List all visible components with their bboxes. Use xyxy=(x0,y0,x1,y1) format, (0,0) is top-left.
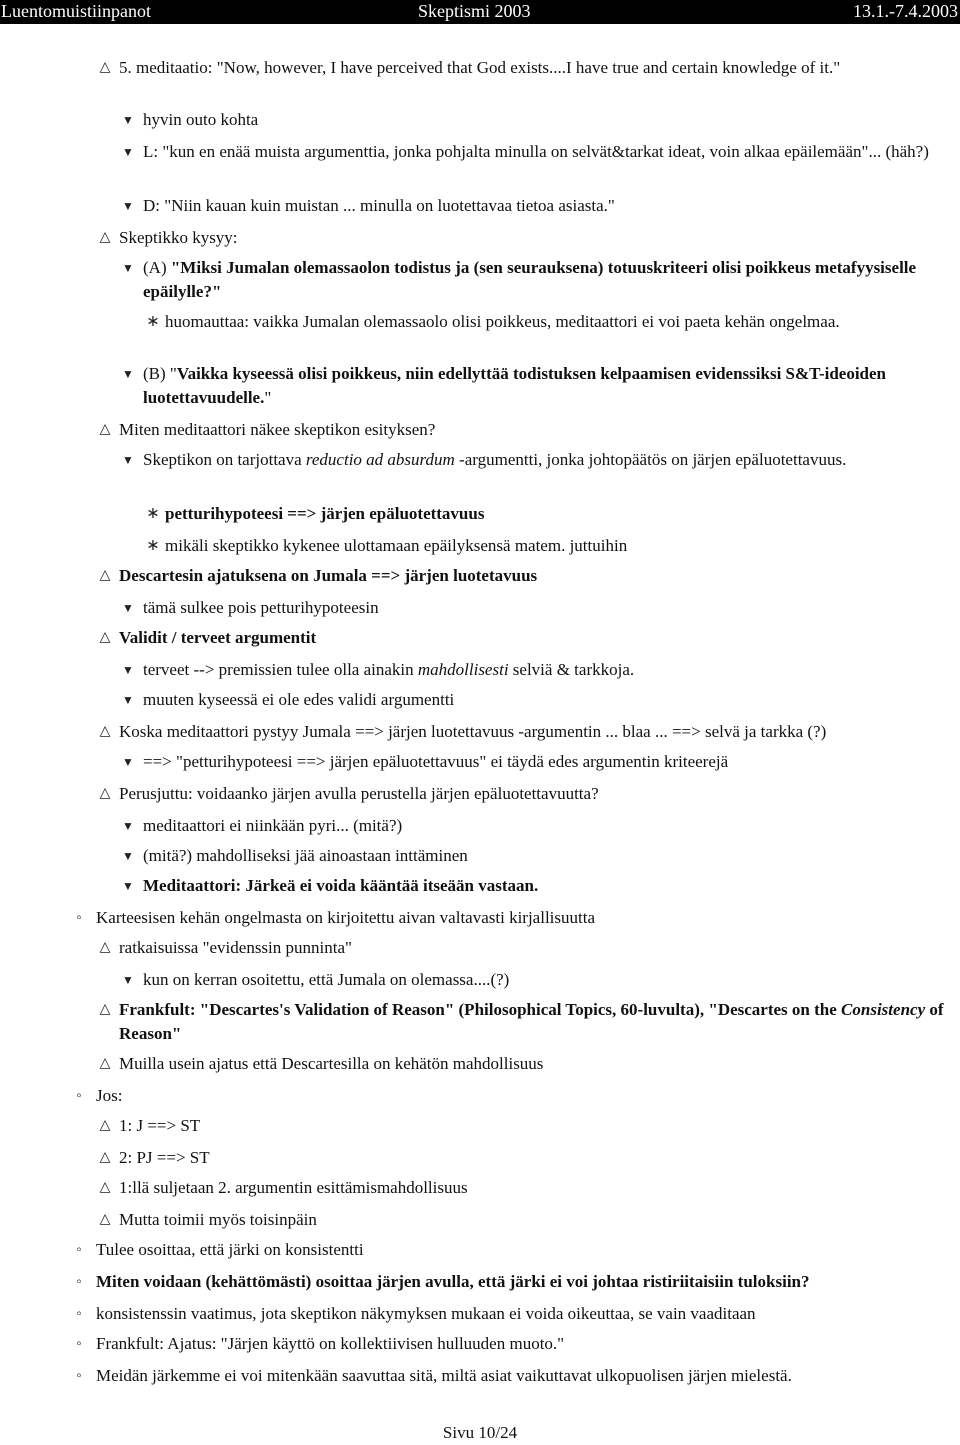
circle-bullet-icon: ◦ xyxy=(76,1368,82,1384)
header-topic: Skeptismi 2003 xyxy=(418,1,531,21)
outline-item-level-3 xyxy=(143,256,958,304)
open-triangle-bullet-icon: △ xyxy=(99,1212,111,1227)
outline-item-level-3 xyxy=(143,448,958,472)
outline-text-run: Muilla usein ajatus että Descartesilla on kehätön mahdollisuus xyxy=(119,1054,544,1073)
outline-item-level-1 xyxy=(96,1364,958,1388)
open-triangle-bullet-icon: △ xyxy=(99,568,111,583)
open-triangle-bullet-icon: △ xyxy=(99,1180,111,1195)
outline-item-level-3 xyxy=(143,140,958,164)
open-triangle-bullet-icon: △ xyxy=(99,230,111,245)
outline-item-level-2 xyxy=(119,998,958,1046)
outline-item-level-4 xyxy=(165,502,958,526)
outline-item-level-2 xyxy=(119,1052,958,1076)
header-course-title: Luentomuistiinpanot xyxy=(1,1,151,21)
page-number: Sivu 10/24 xyxy=(442,1423,518,1442)
asterisk-bullet-icon: ∗ xyxy=(146,505,160,522)
outline-item-level-3 xyxy=(143,688,958,712)
down-triangle-bullet-icon: ▼ xyxy=(122,879,134,893)
outline-item-level-1 xyxy=(96,1270,958,1294)
outline-item-level-4 xyxy=(165,534,958,558)
circle-bullet-icon: ◦ xyxy=(76,1274,82,1290)
outline-text-run: Karteesisen kehän ongelmasta on kirjoitettu aivan valtavasti kirjallisuutta xyxy=(96,908,595,927)
outline-item-level-2 xyxy=(119,418,958,442)
outline-item-level-2 xyxy=(119,1208,958,1232)
outline-text-run: Meditaattori: Järkeä ei voida kääntää itseään vastaan. xyxy=(143,876,539,895)
outline-item-level-2 xyxy=(119,1176,958,1200)
outline-text-run: Perusjuttu: voidaanko järjen avulla perustella järjen epäluotettavuutta? xyxy=(119,784,599,803)
down-triangle-bullet-icon: ▼ xyxy=(122,367,134,381)
open-triangle-bullet-icon: △ xyxy=(99,1056,111,1071)
outline-text-run: kun on kerran osoitettu, että Jumala on olemassa....(?) xyxy=(143,970,510,989)
outline-text-run: Tulee osoittaa, että järki on konsistentti xyxy=(96,1240,364,1259)
outline-text-run: "Miksi Jumalan olemassaolon todistus ja (sen seurauksena) totuuskriteeri olisi poikkeus metafyysiselle epäilylle?" xyxy=(143,258,917,301)
outline-item-level-2 xyxy=(119,626,958,650)
down-triangle-bullet-icon: ▼ xyxy=(122,819,134,833)
open-triangle-bullet-icon: △ xyxy=(99,60,111,75)
outline-item-level-2 xyxy=(119,564,958,588)
outline-item-level-1 xyxy=(96,1302,958,1326)
outline-item-level-1 xyxy=(96,1084,958,1108)
outline-item-level-4 xyxy=(165,310,958,334)
outline-text-run: Koska meditaattori pystyy Jumala ==> järjen luotettavuus -argumentin ... blaa ... ==> selvä ja tarkka (?) xyxy=(119,722,827,741)
outline-text-run: konsistenssin vaatimus, jota skeptikon näkymyksen mukaan ei voida oikeuttaa, se vain vaaditaan xyxy=(96,1304,756,1323)
down-triangle-bullet-icon: ▼ xyxy=(122,973,134,987)
outline-text-run: (A) xyxy=(143,258,171,277)
outline-text-run: Skeptikko kysyy: xyxy=(119,228,238,247)
outline-text-run: muuten kyseessä ei ole edes validi argumentti xyxy=(143,690,455,709)
header-date-range: 13.1.-7.4.2003 xyxy=(853,1,958,21)
down-triangle-bullet-icon: ▼ xyxy=(122,849,134,863)
open-triangle-bullet-icon: △ xyxy=(99,1118,111,1133)
outline-text-run: Consistency xyxy=(841,1000,926,1019)
open-triangle-bullet-icon: △ xyxy=(99,786,111,801)
outline-text-run: 2: PJ ==> ST xyxy=(119,1148,210,1167)
outline-text-run: selviä & tarkkoja. xyxy=(508,660,635,679)
outline-text-run: terveet --> premissien tulee olla ainakin xyxy=(143,660,418,679)
outline-text-run: tämä sulkee pois petturihypoteesin xyxy=(143,598,379,617)
outline-text-run: meditaattori ei niinkään pyri... (mitä?) xyxy=(143,816,403,835)
outline-item-level-3 xyxy=(143,108,958,132)
asterisk-bullet-icon: ∗ xyxy=(146,537,160,554)
outline-text-run: (B) " xyxy=(143,364,177,383)
outline-item-level-2 xyxy=(119,1146,958,1170)
outline-item-level-2 xyxy=(119,56,958,80)
down-triangle-bullet-icon: ▼ xyxy=(122,261,134,275)
open-triangle-bullet-icon: △ xyxy=(99,630,111,645)
outline-item-level-3 xyxy=(143,968,958,992)
outline-item-level-3 xyxy=(143,814,958,838)
outline-text-run: Vaikka kyseessä olisi poikkeus, niin edellyttää todistuksen kelpaamisen evidenssiksi S&T-ideoiden luotettavuudelle. xyxy=(143,364,887,407)
outline-item-level-1 xyxy=(96,1238,958,1262)
outline-text-run: 1:llä suljetaan 2. argumentin esittämismahdollisuus xyxy=(119,1178,468,1197)
outline-item-level-2 xyxy=(119,782,958,806)
circle-bullet-icon: ◦ xyxy=(76,1088,82,1104)
outline-item-level-3 xyxy=(143,362,958,410)
outline-text-run: Skeptikon on tarjottava xyxy=(143,450,306,469)
outline-text-run: 5. meditaatio: "Now, however, I have perceived that God exists....I have true and certain knowledge of it." xyxy=(119,58,841,77)
outline-text-run: Frankfult: "Descartes's Validation of Reason" (Philosophical Topics, 60-luvulta), "Descartes on the xyxy=(119,1000,842,1019)
down-triangle-bullet-icon: ▼ xyxy=(122,693,134,707)
outline-text-run: huomauttaa: vaikka Jumalan olemassaolo olisi poikkeus, meditaattori ei voi paeta kehän ongelmaa. xyxy=(165,312,840,331)
outline-text-run: petturihypoteesi ==> järjen epäluotettavuus xyxy=(165,504,485,523)
down-triangle-bullet-icon: ▼ xyxy=(122,601,134,615)
outline-text-run: Frankfult: Ajatus: "Järjen käyttö on kollektiivisen hulluuden muoto." xyxy=(96,1334,565,1353)
outline-text-run: L: "kun en enää muista argumenttia, jonka pohjalta minulla on selvät&tarkat ideat, voin alkaa epäilemään"... (häh?) xyxy=(143,142,929,161)
outline-item-level-3 xyxy=(143,750,958,774)
outline-item-level-2 xyxy=(119,720,958,744)
down-triangle-bullet-icon: ▼ xyxy=(122,145,134,159)
circle-bullet-icon: ◦ xyxy=(76,1306,82,1322)
outline-item-level-2 xyxy=(119,1114,958,1138)
outline-text-run: Miten voidaan (kehättömästi) osoittaa järjen avulla, että järki ei voi johtaa ristiriitaisiin tuloksiin? xyxy=(96,1272,810,1291)
down-triangle-bullet-icon: ▼ xyxy=(122,453,134,467)
circle-bullet-icon: ◦ xyxy=(76,1242,82,1258)
outline-item-level-1 xyxy=(96,1332,958,1356)
outline-text-run: (mitä?) mahdolliseksi jää ainoastaan inttäminen xyxy=(143,846,468,865)
outline-text-run: ratkaisuissa "evidenssin punninta" xyxy=(119,938,352,957)
outline-item-level-3 xyxy=(143,874,958,898)
outline-text-run: Miten meditaattori näkee skeptikon esityksen? xyxy=(119,420,436,439)
outline-text-run: Descartesin ajatuksena on Jumala ==> järjen luotetavuus xyxy=(119,566,538,585)
down-triangle-bullet-icon: ▼ xyxy=(122,663,134,677)
outline-text-run: Validit / terveet argumentit xyxy=(119,628,317,647)
down-triangle-bullet-icon: ▼ xyxy=(122,755,134,769)
outline-item-level-2 xyxy=(119,936,958,960)
outline-text-run: Jos: xyxy=(96,1086,123,1105)
open-triangle-bullet-icon: △ xyxy=(99,1002,111,1017)
down-triangle-bullet-icon: ▼ xyxy=(122,113,134,127)
outline-item-level-1 xyxy=(96,906,958,930)
outline-text-run: mahdollisesti xyxy=(417,660,509,679)
outline-text-run: reductio ad absurdum xyxy=(305,450,455,469)
outline-text-run: mikäli skeptikko kykenee ulottamaan epäilyksensä matem. juttuihin xyxy=(165,536,628,555)
outline-item-level-3 xyxy=(143,194,958,218)
circle-bullet-icon: ◦ xyxy=(76,1336,82,1352)
open-triangle-bullet-icon: △ xyxy=(99,940,111,955)
outline-text-run: Meidän järkemme ei voi mitenkään saavuttaa sitä, miltä asiat vaikuttavat ulkopuolisen järjen mielestä. xyxy=(96,1366,792,1385)
outline-text-run: " xyxy=(264,388,272,407)
outline-text-run: of Reason" xyxy=(119,1000,944,1043)
open-triangle-bullet-icon: △ xyxy=(99,1150,111,1165)
outline-text-run: hyvin outo kohta xyxy=(143,110,259,129)
outline-text-run: 1: J ==> ST xyxy=(119,1116,201,1135)
down-triangle-bullet-icon: ▼ xyxy=(122,199,134,213)
outline-text-run: Mutta toimii myös toisinpäin xyxy=(119,1210,317,1229)
asterisk-bullet-icon: ∗ xyxy=(146,313,160,330)
open-triangle-bullet-icon: △ xyxy=(99,724,111,739)
outline-text-run: ==> "petturihypoteesi ==> järjen epäluotettavuus" ei täydä edes argumentin kriteerejä xyxy=(143,752,729,771)
outline-text-run: -argumentti, jonka johtopäätös on järjen epäluotettavuus. xyxy=(454,450,847,469)
outline-item-level-2 xyxy=(119,226,958,250)
outline-item-level-3 xyxy=(143,844,958,868)
outline-item-level-3 xyxy=(143,596,958,620)
open-triangle-bullet-icon: △ xyxy=(99,422,111,437)
circle-bullet-icon: ◦ xyxy=(76,910,82,926)
outline-item-level-3 xyxy=(143,658,958,682)
outline-text-run: D: "Niin kauan kuin muistan ... minulla on luotettavaa tietoa asiasta." xyxy=(143,196,615,215)
